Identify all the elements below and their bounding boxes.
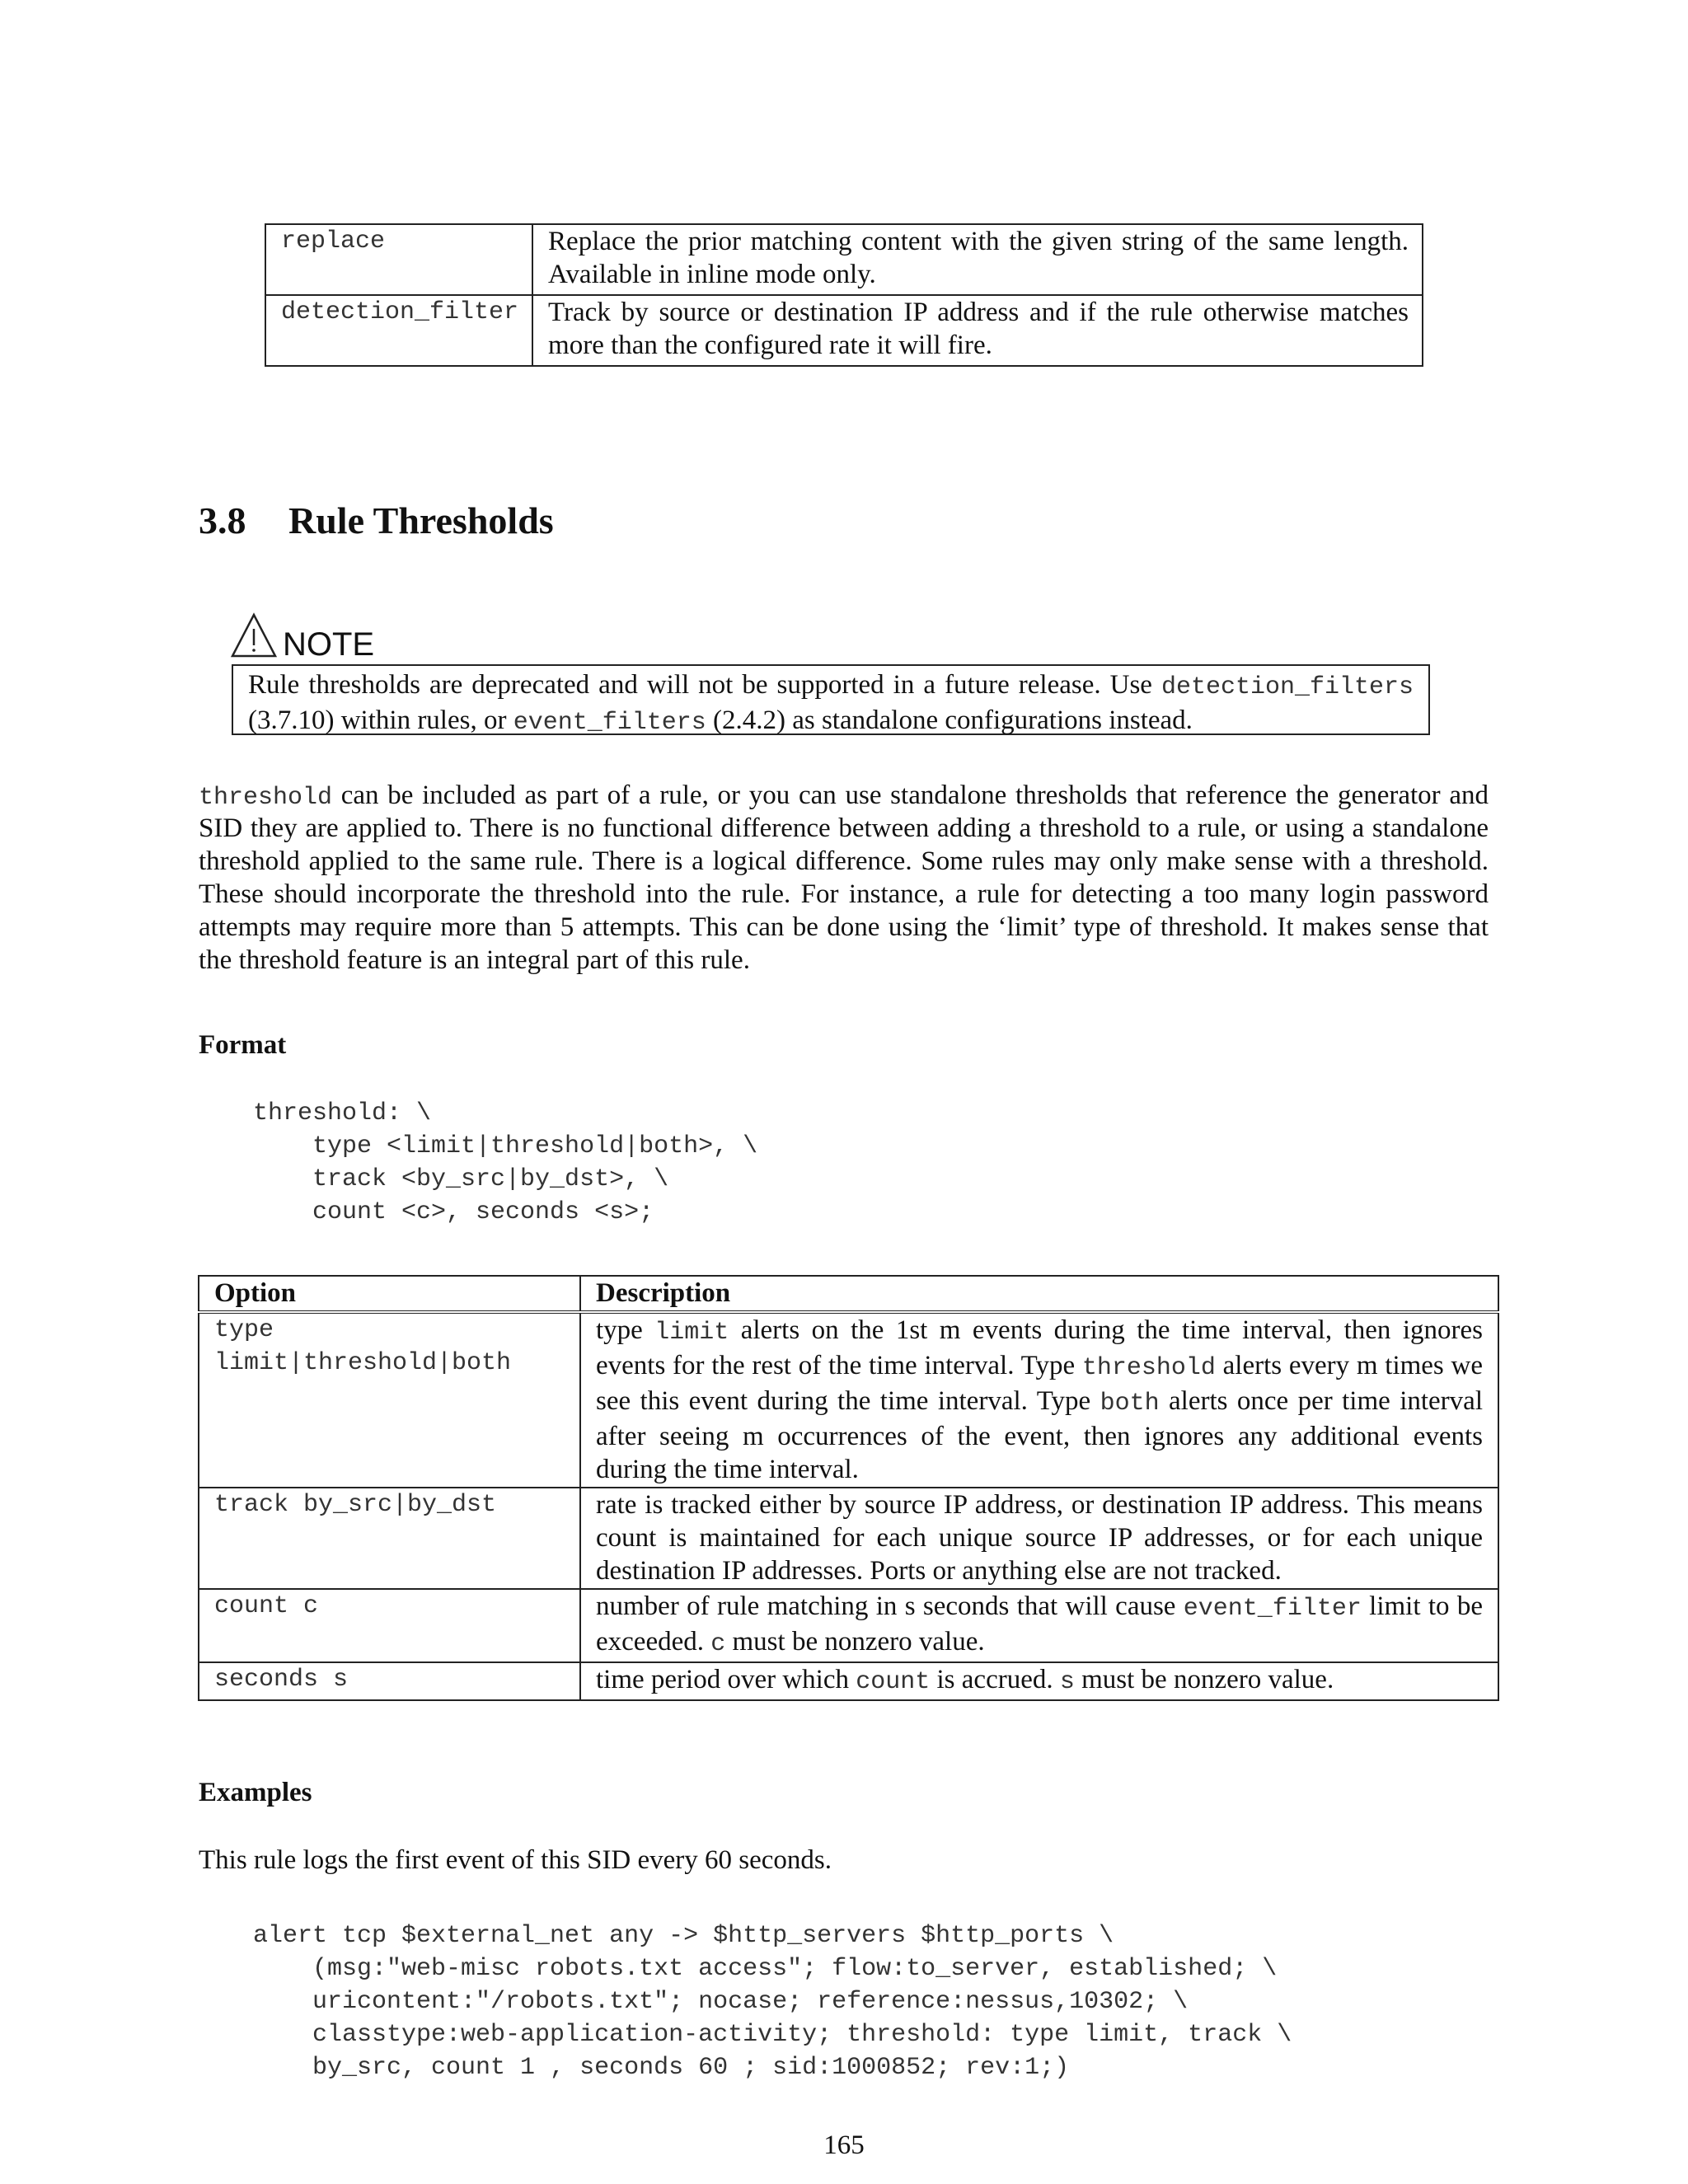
option-cell: replace [265, 224, 532, 295]
column-header-option: Option [199, 1276, 580, 1312]
text: limit to be exceeded. [596, 1591, 1483, 1657]
inline-code: count [856, 1668, 931, 1696]
table-row [265, 224, 1423, 295]
inline-code: s [1059, 1668, 1075, 1696]
text: is accrued. [930, 1665, 1060, 1694]
inline-code: threshold [1081, 1354, 1216, 1382]
note-label: NOTE [283, 626, 375, 663]
table-row [265, 295, 1423, 366]
inline-code: c [710, 1630, 726, 1658]
table-row [199, 1589, 1498, 1662]
section-title: Rule Thresholds [288, 499, 554, 541]
inline-code: limit [654, 1319, 729, 1347]
format-code-block: threshold: \ type <limit|threshold|both>, \ track <by_src|by_dst>, \ count <c>, seconds <s>; [253, 1099, 758, 1226]
note-code: detection_filters [1160, 673, 1414, 701]
text: alerts every m times we see this event during the time interval. Type [596, 1351, 1483, 1416]
note-text: (2.4.2) as standalone configurations instead. [706, 705, 1193, 735]
description-cell [580, 1662, 1498, 1700]
top-options-table [265, 223, 1423, 367]
option-cell: type limit|threshold|both [199, 1312, 580, 1488]
paragraph-line: the threshold feature is an integral part of this rule. [199, 945, 750, 975]
inline-code: both [1100, 1390, 1160, 1418]
note-code: event_filters [513, 709, 706, 737]
table-header-row [199, 1276, 1498, 1312]
description-cell: Replace the prior matching content with the given string of the same length. Available in inline mode only. [532, 224, 1423, 295]
inline-code: event_filter [1183, 1595, 1362, 1623]
option-cell: track by_src|by_dst [199, 1488, 580, 1589]
description-cell [580, 1589, 1498, 1662]
description-cell: rate is tracked either by source IP address, or destination IP address. This means count is maintained for each unique source IP addresses, or for each unique destination IP addresses. Ports or anything else are not tracked. [580, 1488, 1498, 1589]
examples-heading: Examples [199, 1778, 312, 1807]
option-cell: seconds s [199, 1662, 580, 1700]
threshold-options-table [198, 1275, 1499, 1701]
option-cell: count c [199, 1589, 580, 1662]
text: time period over which [596, 1665, 856, 1694]
text: type [596, 1315, 655, 1345]
text: alerts on the 1st m events during the time interval, then ignores events for the rest of the time interval. Type [596, 1315, 1483, 1380]
option-cell: detection_filter [265, 295, 532, 366]
description-cell: Track by source or destination IP address and if the rule otherwise matches more than the configured rate it will fire. [532, 295, 1423, 366]
table-row [199, 1312, 1498, 1488]
paragraph-line: These should incorporate the threshold into the rule. For instance, a rule for detecting a too many login password [199, 879, 1489, 909]
paragraph-line: attempts may require more than 5 attempts. This can be done using the ‘limit’ type of threshold. It makes sense that [199, 912, 1489, 942]
inline-code: threshold [199, 784, 333, 812]
paragraph-line: SID they are applied to. There is no functional difference between adding a threshold to a rule, or using a standalone [199, 813, 1489, 843]
paragraph-line [199, 779, 1489, 812]
warning-icon [230, 612, 278, 658]
text: number of rule matching in s seconds that will cause [596, 1591, 1184, 1621]
example-description: This rule logs the first event of this SID every 60 seconds. [199, 1845, 832, 1875]
note-box [232, 664, 1430, 735]
text: alerts once per time interval after seeing m occurrences of the event, then ignores any additional events during the time interval. [596, 1386, 1483, 1484]
paragraph-line: threshold applied to the same rule. There is a logical difference. Some rules may only make sense with a threshold. [199, 846, 1489, 876]
table-row [199, 1488, 1498, 1589]
text: must be nonzero value. [725, 1627, 985, 1657]
example-code-block: alert tcp $external_net any -> $http_servers $http_ports \ (msg:"web-misc robots.txt access"; flow:to_server, established; \ uricontent:"/robots.txt"; nocase; reference:nessus,10302; \ classtype:web-application-activity; threshold: type limit, track \ by_src, count 1 , seconds 60 ; sid:1000852; rev:1;) [253, 1922, 1292, 2082]
note-text: Rule thresholds are deprecated and will not be supported in a future release. Use [248, 670, 1161, 700]
line-text: can be included as part of a rule, or you can use standalone thresholds that reference the generator and [332, 780, 1489, 810]
description-cell [580, 1312, 1498, 1488]
page-number: 165 [823, 2130, 865, 2160]
format-heading: Format [199, 1030, 287, 1060]
table-row [199, 1662, 1498, 1700]
note-text: (3.7.10) within rules, or [248, 705, 513, 735]
section-number: 3.8 [199, 499, 246, 541]
section-heading [199, 499, 554, 542]
column-header-description: Description [580, 1276, 1498, 1312]
intro-paragraph [199, 779, 1489, 977]
text: must be nonzero value. [1074, 1665, 1334, 1694]
